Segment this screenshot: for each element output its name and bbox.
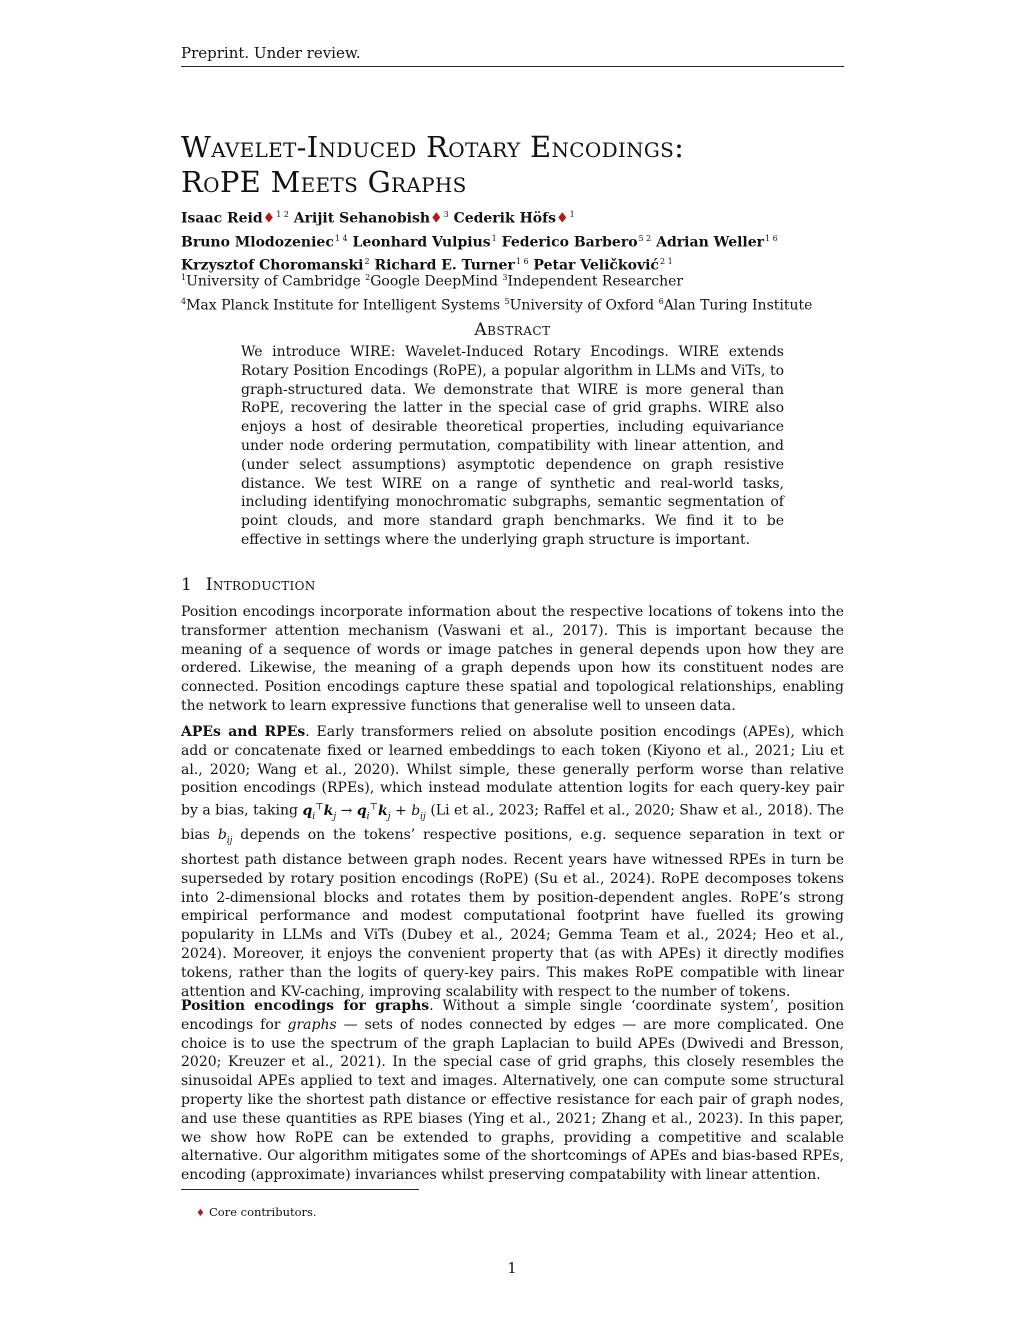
paragraph-text: . Early transformers relied on absolute position encodings (APEs), which add or concatenate fixed or learned embeddings to each token (Kiyono et al., 2021; Liu et al., 2020; Wang et al., 2020). Whilst simple, these generally perform worse than relative position encodings (RPEs), which instead modulate attention logits for each query-key pair by a bias, taking	[181, 724, 844, 819]
paragraph-text: . Without a simple single ‘coordinate system’, position encodings for	[181, 998, 845, 1033]
author-affil: 1 6	[765, 233, 778, 243]
affil-number: 5	[504, 296, 510, 306]
author-affil: 2 1	[659, 257, 673, 267]
paragraph-apes-rpes	[181, 723, 844, 1001]
core-contributor-mark: ♦	[262, 210, 276, 227]
affiliation: Alan Turing Institute	[663, 297, 813, 314]
paragraph-intro: Position encodings incorporate information about the respective locations of tokens into the transformer attention mechanism (Vaswani et al., 2017). This is important because the meaning of a sequence of words or image patches in general depends upon how they are ordered. Likewise, the meaning of a graph depends upon how its constituent nodes are connected. Position encodings capture these spatial and topological relationships, enabling the network to learn expressive functions that generalise well to unseen data.	[181, 604, 844, 714]
affiliation-list	[181, 268, 881, 315]
affil-number: 2	[365, 273, 371, 282]
core-contributor-mark: ♦	[556, 210, 569, 227]
author-line	[181, 229, 861, 253]
affil-number: 1	[181, 273, 187, 282]
affil-number: 6	[658, 296, 664, 306]
author-name: Arijit Sehanobish	[293, 210, 431, 227]
paragraph-heading: Position encodings for graphs	[181, 998, 430, 1014]
author-name: Bruno Mlodozeniec	[181, 234, 334, 251]
affiliation: Independent Researcher	[507, 273, 684, 290]
page-number: 1	[507, 1259, 517, 1277]
author-name: Krzysztof Choromanski	[181, 257, 364, 274]
paper-title	[181, 130, 844, 200]
affil-number: 4	[181, 296, 187, 306]
footnote	[196, 1205, 317, 1219]
emphasis: graphs	[287, 1016, 337, 1033]
section-number: 1	[181, 575, 192, 595]
paragraph-text: depends on the tokens’ respective positions, e.g. sequence separation in text or shortest path distance between graph nodes. Recent years have witnessed RPEs in turn be superseded by rotary position encodings (RoPE) (Su et al., 2024). RoPE decomposes tokens into 2-dimensional blocks and rotates them by position-dependent angles. RoPE’s strong empirical performance and modest computational footprint have fuelled its growing popularity in LLMs and ViTs (Dubey et al., 2024; Gemma Team et al., 2024; Heo et al., 2024). Moreover, it enjoys the convenient property that (as with APEs) it directly modifies tokens, rather than the logits of query-key pairs. This makes RoPE compatible with linear attention and KV-caching, improving scalability with respect to the number of tokens.	[181, 827, 845, 1000]
title-line-2: RoPE Meets Graphs	[181, 165, 467, 199]
section-heading	[181, 575, 316, 595]
author-affil: 1	[491, 233, 497, 243]
author-affil: 2	[364, 257, 370, 267]
author-name: Cederik Höfs	[453, 210, 557, 227]
author-name: Richard E. Turner	[374, 257, 515, 274]
affiliation-line	[181, 268, 881, 292]
affiliation: University of Oxford	[509, 297, 655, 314]
author-affil: 3	[443, 210, 449, 219]
affil-number: 3	[502, 273, 508, 282]
equation-inline: $b_{ij}$	[217, 827, 233, 847]
author-name: Federico Barbero	[501, 234, 638, 251]
affiliation: University of Cambridge	[186, 273, 361, 290]
equation-inline: $q_i^⊤k_j \to q_i^⊤k_j + b_{ij}$	[302, 802, 426, 822]
author-affil: 1	[569, 210, 575, 219]
core-contributor-mark: ♦	[430, 210, 443, 227]
core-contributor-mark: ♦	[196, 1208, 205, 1219]
affiliation: Max Planck Institute for Intelligent Systems	[186, 297, 501, 314]
author-name: Leonhard Vulpius	[352, 234, 491, 251]
affiliation-line	[181, 292, 881, 316]
abstract-heading: Abstract	[474, 320, 551, 340]
author-affil: 5 2	[638, 233, 652, 243]
author-affil: 1 4	[334, 233, 348, 243]
section-title: Introduction	[205, 575, 316, 595]
paragraph-text: — sets of nodes connected by edges — are more complicated. One choice is to use the spectrum of the graph Laplacian to build APEs (Dwivedi and Bresson, 2020; Kreuzer et al., 2021). In the special case of grid graphs, this closely resembles the sinusoidal APEs applied to text and images. Alternatively, one can compute some structural property like the shortest path distance or effective resistance for each pair of graph nodes, and use these quantities as RPE biases (Ying et al., 2021; Zhang et al., 2023). In this paper, we show how RoPE can be extended to graphs, providing a competitive and scalable alternative. Our algorithm mitigates some of the shortcomings of APEs and bias-based RPEs, encoding (approximate) invariances whilst preserving compatability with linear attention.	[181, 1016, 844, 1184]
author-affil: 1 6	[515, 257, 529, 267]
paragraph-heading: APEs and RPEs	[181, 724, 306, 740]
author-name: Isaac Reid	[181, 210, 263, 227]
footnote-text: Core contributors.	[208, 1205, 317, 1219]
affiliation: Google DeepMind	[370, 273, 498, 290]
author-affil: 1 2	[276, 210, 289, 219]
author-line	[181, 205, 861, 229]
footnote-rule	[181, 1189, 419, 1190]
paragraph-text: (Li et al., 2023; Raffel et al., 2020; Shaw et al., 2018). The bias	[181, 802, 844, 844]
abstract-text: We introduce WIRE: Wavelet-Induced Rotary Encodings. WIRE extends Rotary Position Encodings (RoPE), a popular algorithm in LLMs and ViTs, to graph-structured data. We demonstrate that WIRE is more general than RoPE, recovering the latter in the special case of grid graphs. WIRE also enjoys a host of desirable theoretical properties, including equivariance under node ordering permutation, compatibility with linear attention, and (under select assumptions) asymptotic dependence on graph resistive distance. We test WIRE on a range of synthetic and real-world tasks, including identifying monochromatic subgraphs, semantic segmentation of point clouds, and more standard graph benchmarks. We find it to be effective in settings where the underlying graph structure is important.	[241, 344, 784, 548]
author-name: Petar Veličković	[533, 257, 659, 274]
author-name: Adrian Weller	[656, 234, 765, 251]
paragraph-graph-encodings	[181, 997, 844, 1185]
author-list	[181, 205, 861, 276]
title-line-1: Wavelet-Induced Rotary Encodings:	[181, 130, 685, 164]
running-header: Preprint. Under review.	[181, 44, 844, 67]
